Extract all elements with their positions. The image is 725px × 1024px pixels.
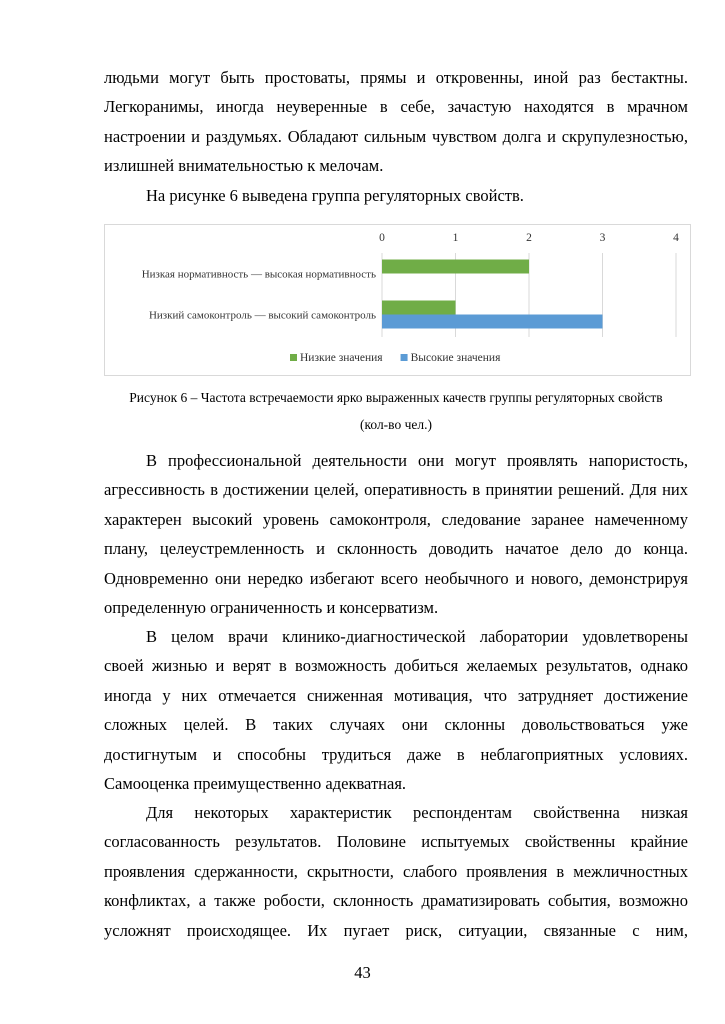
text-line: Самооценка преимущественно адекватная.: [104, 773, 407, 793]
paragraph-2: [104, 181, 688, 210]
paragraph-1: [104, 63, 688, 181]
paragraph-4: [104, 622, 688, 798]
text-line: излишней внимательностью к мелочам.: [104, 156, 384, 176]
text-line: Легкоранимы, иногда неуверенные в себе, зачастую находятся в мрачном: [104, 97, 688, 117]
legend-swatch: [290, 354, 297, 361]
text-line: проявления сдержанности, скрытности, слабого проявления в межличностных: [104, 861, 688, 881]
legend-label: Высокие значения: [410, 352, 501, 364]
caption-line-1: Рисунок 6 – Частота встречаемости ярко выраженных качеств группы регуляторных свойств: [129, 390, 663, 405]
text-line: согласованность результатов. Половине испытуемых свойственны крайние: [104, 832, 688, 852]
category-label: Низкая нормативность — высокая нормативность: [141, 268, 376, 281]
category-label: Низкий самоконтроль — высокий самоконтроль: [148, 309, 376, 322]
text-line: людьми могут быть простоваты, прямы и откровенны, иной раз бестактны.: [104, 68, 688, 87]
regulatory-properties-chart: [104, 224, 691, 376]
text-line: иногда у них отмечается сниженная мотивация, что затрудняет достижение: [104, 685, 688, 705]
caption-line-2: (кол-во чел.): [360, 417, 432, 432]
figure-caption: [104, 384, 688, 438]
x-tick-label: 1: [452, 232, 459, 244]
text-line: В целом врачи клинико-диагностической лаборатории удовлетворены: [146, 627, 688, 646]
text-line: плану, целеустремленность и склонность доводить начатое дело до конца.: [104, 539, 688, 559]
text-line: усложнят происходящее. Их пугает риск, ситуации, связанные с ним,: [104, 920, 688, 940]
x-tick-label: 4: [673, 232, 679, 244]
text-line: Для некоторых характеристик респондентам свойственна низкая: [146, 803, 688, 822]
text-line: В профессиональной деятельности они могут проявлять напористость,: [146, 451, 688, 470]
legend-swatch: [401, 354, 408, 361]
x-tick-label: 3: [599, 232, 606, 244]
bar-chart-svg: [105, 225, 690, 375]
text-line: Одновременно они нередко избегают всего необычного и нового, демонстрируя: [104, 568, 688, 588]
text-line: настроении и раздумьях. Обладают сильным чувством долга и скрупулезностью,: [104, 126, 688, 146]
text-line: достигнутым и способны трудиться даже в неблагоприятных условиях.: [104, 744, 688, 764]
bar-low: [382, 260, 529, 274]
text-line: характерен высокий уровень самоконтроля, следование заранее намеченному: [104, 509, 688, 529]
x-tick-label: 0: [379, 232, 385, 244]
paragraph-5: [104, 798, 688, 945]
bar-low: [382, 301, 456, 315]
text-line: своей жизнью и верят в возможность добиться желаемых результатов, однако: [104, 656, 688, 676]
legend-label: Низкие значения: [300, 352, 383, 364]
text-line: определенную ограниченность и консерватизм.: [104, 597, 439, 617]
text-line: На рисунке 6 выведена группа регуляторных свойств.: [146, 186, 524, 205]
paragraph-3: [104, 446, 688, 622]
bar-high: [382, 315, 603, 329]
text-line: сложных целей. В таких случаях они склонны довольствоваться уже: [104, 715, 688, 735]
text-line: конфликтах, а также робости, склонность драматизировать события, возможно: [104, 891, 688, 911]
page-number: 43: [354, 963, 371, 982]
text-line: агрессивность в достижении целей, оперативность в принятии решений. Для них: [104, 480, 688, 500]
x-tick-label: 2: [526, 232, 532, 244]
